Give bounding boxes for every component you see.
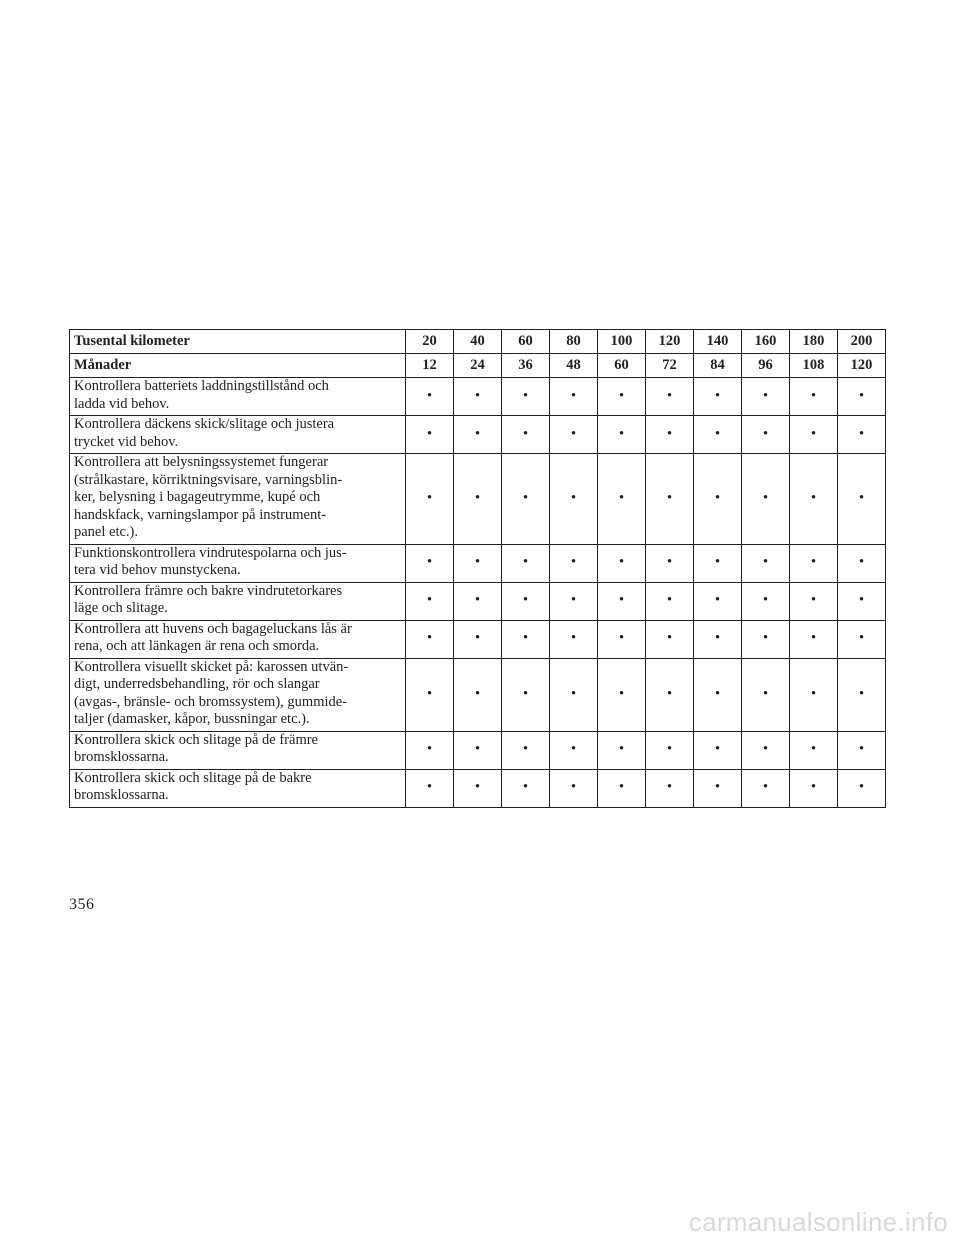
month-value: 72 bbox=[646, 354, 694, 378]
bullet-mark: • bbox=[618, 490, 625, 506]
km-value: 20 bbox=[406, 330, 454, 354]
bullet-mark: • bbox=[618, 387, 625, 404]
table-row bbox=[70, 769, 886, 807]
table-row bbox=[70, 658, 886, 731]
bullet-mark: • bbox=[666, 630, 673, 647]
service-mark-cell bbox=[646, 454, 694, 545]
service-mark-cell bbox=[742, 769, 790, 807]
header-label-months: Månader bbox=[70, 354, 406, 378]
service-mark-cell bbox=[502, 454, 550, 545]
task-description: Kontrollera att huvens och bagageluckans lås är rena, och att länkagen är rena och smorda. bbox=[70, 620, 406, 658]
bullet-mark: • bbox=[426, 554, 433, 571]
bullet-mark: • bbox=[714, 387, 721, 404]
month-value: 36 bbox=[502, 354, 550, 378]
bullet-mark: • bbox=[762, 425, 769, 442]
month-value: 48 bbox=[550, 354, 598, 378]
service-mark-cell bbox=[694, 544, 742, 582]
service-mark-cell bbox=[454, 378, 502, 416]
service-mark-cell bbox=[406, 454, 454, 545]
service-mark-cell bbox=[838, 769, 886, 807]
service-mark-cell bbox=[502, 378, 550, 416]
bullet-mark: • bbox=[474, 554, 481, 571]
service-mark-cell bbox=[646, 582, 694, 620]
table-row bbox=[70, 416, 886, 454]
maintenance-schedule-table bbox=[69, 329, 886, 808]
service-mark-cell bbox=[598, 658, 646, 731]
month-value: 60 bbox=[598, 354, 646, 378]
km-value: 80 bbox=[550, 330, 598, 354]
bullet-mark: • bbox=[810, 490, 817, 506]
service-mark-cell bbox=[550, 620, 598, 658]
service-mark-cell bbox=[790, 454, 838, 545]
service-mark-cell bbox=[550, 454, 598, 545]
bullet-mark: • bbox=[522, 630, 529, 647]
service-mark-cell bbox=[646, 769, 694, 807]
service-mark-cell bbox=[406, 620, 454, 658]
bullet-mark: • bbox=[858, 425, 865, 442]
bullet-mark: • bbox=[426, 741, 433, 758]
service-mark-cell bbox=[454, 769, 502, 807]
bullet-mark: • bbox=[666, 741, 673, 758]
service-mark-cell bbox=[742, 731, 790, 769]
bullet-mark: • bbox=[810, 685, 817, 702]
service-mark-cell bbox=[646, 378, 694, 416]
header-row-kilometers bbox=[70, 330, 886, 354]
service-mark-cell bbox=[694, 454, 742, 545]
bullet-mark: • bbox=[426, 779, 433, 796]
km-value: 160 bbox=[742, 330, 790, 354]
service-mark-cell bbox=[790, 378, 838, 416]
bullet-mark: • bbox=[666, 425, 673, 442]
bullet-mark: • bbox=[858, 490, 865, 506]
service-mark-cell bbox=[838, 582, 886, 620]
service-mark-cell bbox=[742, 544, 790, 582]
service-mark-cell bbox=[694, 731, 742, 769]
bullet-mark: • bbox=[570, 554, 577, 571]
bullet-mark: • bbox=[426, 630, 433, 647]
task-description: Kontrollera att belysningssystemet fungerar (strålkastare, körriktningsvisare, varningsblin- ker, belysning i bagageutrymme, kupé och handskfack, varningslampor på instrument- panel etc.). bbox=[70, 454, 406, 545]
bullet-mark: • bbox=[522, 425, 529, 442]
bullet-mark: • bbox=[426, 685, 433, 702]
service-mark-cell bbox=[598, 454, 646, 545]
bullet-mark: • bbox=[762, 685, 769, 702]
bullet-mark: • bbox=[810, 741, 817, 758]
bullet-mark: • bbox=[714, 554, 721, 571]
service-mark-cell bbox=[646, 620, 694, 658]
service-mark-cell bbox=[550, 582, 598, 620]
page-number: 356 bbox=[69, 896, 95, 913]
bullet-mark: • bbox=[570, 425, 577, 442]
service-mark-cell bbox=[838, 416, 886, 454]
service-mark-cell bbox=[742, 454, 790, 545]
bullet-mark: • bbox=[858, 592, 865, 609]
table-row bbox=[70, 544, 886, 582]
bullet-mark: • bbox=[522, 387, 529, 404]
bullet-mark: • bbox=[858, 741, 865, 758]
bullet-mark: • bbox=[570, 490, 577, 506]
service-mark-cell bbox=[502, 416, 550, 454]
service-mark-cell bbox=[454, 582, 502, 620]
bullet-mark: • bbox=[666, 592, 673, 609]
task-description: Kontrollera skick och slitage på de bakre bromsklossarna. bbox=[70, 769, 406, 807]
service-mark-cell bbox=[742, 416, 790, 454]
service-mark-cell bbox=[454, 454, 502, 545]
bullet-mark: • bbox=[474, 387, 481, 404]
service-mark-cell bbox=[502, 582, 550, 620]
bullet-mark: • bbox=[762, 490, 769, 506]
service-mark-cell bbox=[454, 658, 502, 731]
bullet-mark: • bbox=[570, 779, 577, 796]
month-value: 96 bbox=[742, 354, 790, 378]
month-value: 120 bbox=[838, 354, 886, 378]
bullet-mark: • bbox=[618, 779, 625, 796]
bullet-mark: • bbox=[714, 741, 721, 758]
service-mark-cell bbox=[406, 378, 454, 416]
service-mark-cell bbox=[646, 416, 694, 454]
bullet-mark: • bbox=[666, 554, 673, 571]
bullet-mark: • bbox=[618, 741, 625, 758]
table-row bbox=[70, 378, 886, 416]
bullet-mark: • bbox=[858, 387, 865, 404]
bullet-mark: • bbox=[762, 779, 769, 796]
service-mark-cell bbox=[406, 416, 454, 454]
table-row bbox=[70, 454, 886, 545]
service-mark-cell bbox=[790, 731, 838, 769]
header-row-months bbox=[70, 354, 886, 378]
service-mark-cell bbox=[646, 544, 694, 582]
service-mark-cell bbox=[790, 658, 838, 731]
bullet-mark: • bbox=[762, 387, 769, 404]
bullet-mark: • bbox=[810, 425, 817, 442]
service-mark-cell bbox=[502, 544, 550, 582]
bullet-mark: • bbox=[714, 425, 721, 442]
bullet-mark: • bbox=[810, 779, 817, 796]
service-mark-cell bbox=[406, 544, 454, 582]
bullet-mark: • bbox=[618, 685, 625, 702]
service-mark-cell bbox=[454, 731, 502, 769]
bullet-mark: • bbox=[762, 554, 769, 571]
service-mark-cell bbox=[838, 544, 886, 582]
task-description: Kontrollera visuellt skicket på: karossen utvän- digt, underredsbehandling, rör och slangar (avgas-, bränsle- och bromssystem), gummide- taljer (damasker, kåpor, bussningar etc.). bbox=[70, 658, 406, 731]
service-mark-cell bbox=[694, 620, 742, 658]
service-mark-cell bbox=[598, 416, 646, 454]
service-mark-cell bbox=[694, 416, 742, 454]
bullet-mark: • bbox=[522, 592, 529, 609]
service-mark-cell bbox=[838, 378, 886, 416]
bullet-mark: • bbox=[426, 490, 433, 506]
bullet-mark: • bbox=[810, 592, 817, 609]
bullet-mark: • bbox=[474, 779, 481, 796]
task-description: Kontrollera främre och bakre vindrutetorkares läge och slitage. bbox=[70, 582, 406, 620]
km-value: 140 bbox=[694, 330, 742, 354]
bullet-mark: • bbox=[666, 685, 673, 702]
service-mark-cell bbox=[598, 731, 646, 769]
km-value: 200 bbox=[838, 330, 886, 354]
bullet-mark: • bbox=[810, 630, 817, 647]
service-mark-cell bbox=[646, 731, 694, 769]
service-mark-cell bbox=[454, 544, 502, 582]
bullet-mark: • bbox=[618, 554, 625, 571]
service-mark-cell bbox=[406, 731, 454, 769]
bullet-mark: • bbox=[618, 592, 625, 609]
task-description: Funktionskontrollera vindrutespolarna och jus- tera vid behov munstyckena. bbox=[70, 544, 406, 582]
bullet-mark: • bbox=[762, 741, 769, 758]
service-mark-cell bbox=[406, 769, 454, 807]
service-mark-cell bbox=[550, 731, 598, 769]
bullet-mark: • bbox=[810, 554, 817, 571]
service-mark-cell bbox=[502, 731, 550, 769]
service-mark-cell bbox=[838, 454, 886, 545]
service-mark-cell bbox=[550, 378, 598, 416]
bullet-mark: • bbox=[570, 592, 577, 609]
service-mark-cell bbox=[790, 416, 838, 454]
service-mark-cell bbox=[790, 769, 838, 807]
service-mark-cell bbox=[598, 378, 646, 416]
bullet-mark: • bbox=[474, 490, 481, 506]
month-value: 84 bbox=[694, 354, 742, 378]
service-mark-cell bbox=[454, 620, 502, 658]
service-mark-cell bbox=[502, 658, 550, 731]
bullet-mark: • bbox=[522, 490, 529, 506]
bullet-mark: • bbox=[714, 592, 721, 609]
service-mark-cell bbox=[694, 378, 742, 416]
bullet-mark: • bbox=[426, 387, 433, 404]
service-mark-cell bbox=[790, 582, 838, 620]
service-mark-cell bbox=[838, 658, 886, 731]
service-mark-cell bbox=[694, 769, 742, 807]
bullet-mark: • bbox=[522, 685, 529, 702]
service-mark-cell bbox=[550, 416, 598, 454]
service-mark-cell bbox=[646, 658, 694, 731]
service-mark-cell bbox=[502, 769, 550, 807]
km-value: 100 bbox=[598, 330, 646, 354]
bullet-mark: • bbox=[570, 685, 577, 702]
bullet-mark: • bbox=[858, 779, 865, 796]
service-mark-cell bbox=[694, 582, 742, 620]
bullet-mark: • bbox=[714, 685, 721, 702]
task-description: Kontrollera skick och slitage på de främre bromsklossarna. bbox=[70, 731, 406, 769]
service-mark-cell bbox=[694, 658, 742, 731]
service-mark-cell bbox=[406, 582, 454, 620]
service-mark-cell bbox=[550, 544, 598, 582]
bullet-mark: • bbox=[522, 779, 529, 796]
service-mark-cell bbox=[838, 620, 886, 658]
bullet-mark: • bbox=[762, 630, 769, 647]
bullet-mark: • bbox=[522, 554, 529, 571]
service-mark-cell bbox=[790, 544, 838, 582]
task-description: Kontrollera däckens skick/slitage och justera trycket vid behov. bbox=[70, 416, 406, 454]
bullet-mark: • bbox=[714, 630, 721, 647]
table-row bbox=[70, 731, 886, 769]
month-value: 108 bbox=[790, 354, 838, 378]
km-value: 180 bbox=[790, 330, 838, 354]
bullet-mark: • bbox=[618, 425, 625, 442]
bullet-mark: • bbox=[666, 490, 673, 506]
maintenance-schedule-body bbox=[70, 330, 886, 808]
service-mark-cell bbox=[742, 620, 790, 658]
service-mark-cell bbox=[454, 416, 502, 454]
table-row bbox=[70, 582, 886, 620]
service-mark-cell bbox=[550, 658, 598, 731]
bullet-mark: • bbox=[714, 779, 721, 796]
service-mark-cell bbox=[790, 620, 838, 658]
service-mark-cell bbox=[742, 582, 790, 620]
service-mark-cell bbox=[598, 620, 646, 658]
bullet-mark: • bbox=[666, 779, 673, 796]
bullet-mark: • bbox=[762, 592, 769, 609]
bullet-mark: • bbox=[810, 387, 817, 404]
bullet-mark: • bbox=[570, 741, 577, 758]
service-mark-cell bbox=[406, 658, 454, 731]
bullet-mark: • bbox=[570, 630, 577, 647]
task-description: Kontrollera batteriets laddningstillstånd och ladda vid behov. bbox=[70, 378, 406, 416]
bullet-mark: • bbox=[858, 554, 865, 571]
bullet-mark: • bbox=[474, 592, 481, 609]
month-value: 24 bbox=[454, 354, 502, 378]
bullet-mark: • bbox=[474, 741, 481, 758]
service-mark-cell bbox=[502, 620, 550, 658]
watermark: carmanualsonline.info bbox=[688, 1207, 948, 1237]
bullet-mark: • bbox=[714, 490, 721, 506]
km-value: 120 bbox=[646, 330, 694, 354]
bullet-mark: • bbox=[474, 685, 481, 702]
month-value: 12 bbox=[406, 354, 454, 378]
service-mark-cell bbox=[550, 769, 598, 807]
service-mark-cell bbox=[598, 544, 646, 582]
service-mark-cell bbox=[742, 378, 790, 416]
km-value: 60 bbox=[502, 330, 550, 354]
bullet-mark: • bbox=[618, 630, 625, 647]
bullet-mark: • bbox=[570, 387, 577, 404]
bullet-mark: • bbox=[426, 425, 433, 442]
bullet-mark: • bbox=[858, 685, 865, 702]
bullet-mark: • bbox=[474, 425, 481, 442]
service-mark-cell bbox=[598, 769, 646, 807]
service-mark-cell bbox=[742, 658, 790, 731]
bullet-mark: • bbox=[426, 592, 433, 609]
bullet-mark: • bbox=[474, 630, 481, 647]
bullet-mark: • bbox=[522, 741, 529, 758]
km-value: 40 bbox=[454, 330, 502, 354]
bullet-mark: • bbox=[858, 630, 865, 647]
bullet-mark: • bbox=[666, 387, 673, 404]
table-row bbox=[70, 620, 886, 658]
header-label-kilometers: Tusental kilometer bbox=[70, 330, 406, 354]
service-mark-cell bbox=[598, 582, 646, 620]
service-mark-cell bbox=[838, 731, 886, 769]
